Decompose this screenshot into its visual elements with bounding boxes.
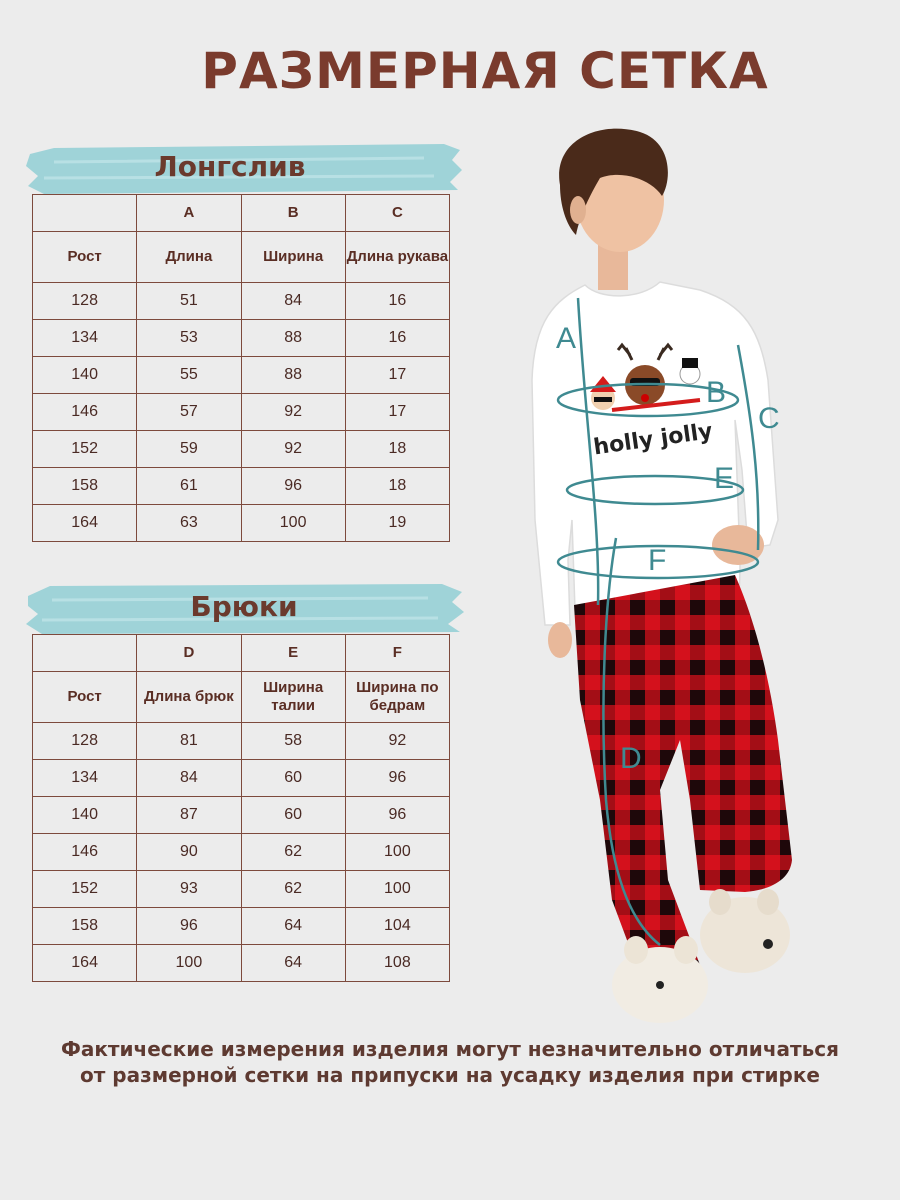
table-cell: 63	[137, 505, 241, 542]
header-cell: Рост	[33, 672, 137, 723]
print-text: holly jolly	[591, 418, 715, 461]
table-cell: 100	[345, 834, 449, 871]
page-title: РАЗМЕРНАЯ СЕТКА	[201, 42, 769, 100]
table-cell: 62	[241, 834, 345, 871]
table-cell: 92	[345, 723, 449, 760]
model-hand	[548, 622, 572, 658]
table-cell: 134	[33, 760, 137, 797]
table-row	[33, 431, 450, 468]
table-cell: 108	[345, 945, 449, 982]
header-cell: Ширина	[241, 232, 345, 283]
table-cell: 84	[137, 760, 241, 797]
table-cell: 64	[241, 945, 345, 982]
pants-title: Брюки	[190, 590, 298, 623]
header-cell	[33, 635, 137, 672]
slipper-right	[700, 889, 790, 973]
table-cell: 104	[345, 908, 449, 945]
table-cell: 55	[137, 357, 241, 394]
table-row	[33, 505, 450, 542]
table-cell: 146	[33, 394, 137, 431]
table-cell: 58	[241, 723, 345, 760]
measure-label-e: E	[714, 462, 735, 495]
table-row	[33, 945, 450, 982]
measure-label-b: B	[706, 376, 727, 409]
table-cell: 17	[345, 357, 449, 394]
table-cell: 96	[345, 760, 449, 797]
table-cell: 158	[33, 468, 137, 505]
table-cell: 152	[33, 431, 137, 468]
header-cell: E	[241, 635, 345, 672]
table-row	[33, 394, 450, 431]
table-row	[33, 908, 450, 945]
table-letter-row	[33, 635, 450, 672]
header-cell: F	[345, 635, 449, 672]
model-figure	[500, 120, 900, 1040]
table-header-row	[33, 672, 450, 723]
header-cell: Рост	[33, 232, 137, 283]
table-cell: 100	[241, 505, 345, 542]
header-cell: Длина	[137, 232, 241, 283]
table-cell: 128	[33, 723, 137, 760]
table-row	[33, 723, 450, 760]
table-row	[33, 320, 450, 357]
table-cell: 88	[241, 320, 345, 357]
table-cell: 92	[241, 394, 345, 431]
table-cell: 61	[137, 468, 241, 505]
table-cell: 16	[345, 283, 449, 320]
table-cell: 60	[241, 760, 345, 797]
measure-label-d: D	[620, 742, 642, 775]
table-cell: 96	[137, 908, 241, 945]
table-cell: 88	[241, 357, 345, 394]
slipper-left	[612, 936, 708, 1023]
table-cell: 146	[33, 834, 137, 871]
table-cell: 64	[241, 908, 345, 945]
table-cell: 18	[345, 468, 449, 505]
table-row	[33, 797, 450, 834]
table-row	[33, 357, 450, 394]
header-cell: Ширина талии	[241, 672, 345, 723]
table-cell: 92	[241, 431, 345, 468]
table-cell: 164	[33, 505, 137, 542]
table-row	[33, 283, 450, 320]
table-cell: 87	[137, 797, 241, 834]
header-cell: A	[137, 195, 241, 232]
table-row	[33, 834, 450, 871]
measure-label-a: A	[556, 322, 577, 355]
longsleeve-title: Лонгслив	[154, 150, 306, 183]
table-cell: 164	[33, 945, 137, 982]
table-row	[33, 760, 450, 797]
table-cell: 96	[241, 468, 345, 505]
header-cell	[33, 195, 137, 232]
table-row	[33, 871, 450, 908]
table-cell: 100	[345, 871, 449, 908]
pants-size-table	[32, 634, 450, 982]
table-cell: 158	[33, 908, 137, 945]
table-cell: 81	[137, 723, 241, 760]
table-cell: 18	[345, 431, 449, 468]
header-cell: D	[137, 635, 241, 672]
measure-label-c: C	[758, 402, 780, 435]
table-cell: 17	[345, 394, 449, 431]
model-head	[559, 129, 668, 290]
header-cell: Длина рукава	[345, 232, 449, 283]
table-header-row	[33, 232, 450, 283]
table-cell: 57	[137, 394, 241, 431]
table-cell: 59	[137, 431, 241, 468]
header-cell: Ширина по бедрам	[345, 672, 449, 723]
table-cell: 51	[137, 283, 241, 320]
table-cell: 53	[137, 320, 241, 357]
table-cell: 16	[345, 320, 449, 357]
longsleeve-size-table	[32, 194, 450, 542]
header-cell: C	[345, 195, 449, 232]
table-row	[33, 468, 450, 505]
shrinkage-note: Фактические измерения изделия могут незначительно отличаться от размерной сетки на припуски на усадку изделия при стирке	[61, 1037, 839, 1087]
table-cell: 60	[241, 797, 345, 834]
table-cell: 90	[137, 834, 241, 871]
table-cell: 152	[33, 871, 137, 908]
table-cell: 128	[33, 283, 137, 320]
table-letter-row	[33, 195, 450, 232]
table-cell: 93	[137, 871, 241, 908]
header-cell: B	[241, 195, 345, 232]
table-cell: 100	[137, 945, 241, 982]
table-cell: 62	[241, 871, 345, 908]
measure-label-f: F	[648, 544, 667, 577]
header-cell: Длина брюк	[137, 672, 241, 723]
table-cell: 140	[33, 797, 137, 834]
table-cell: 19	[345, 505, 449, 542]
table-cell: 84	[241, 283, 345, 320]
table-cell: 140	[33, 357, 137, 394]
table-cell: 96	[345, 797, 449, 834]
table-cell: 134	[33, 320, 137, 357]
